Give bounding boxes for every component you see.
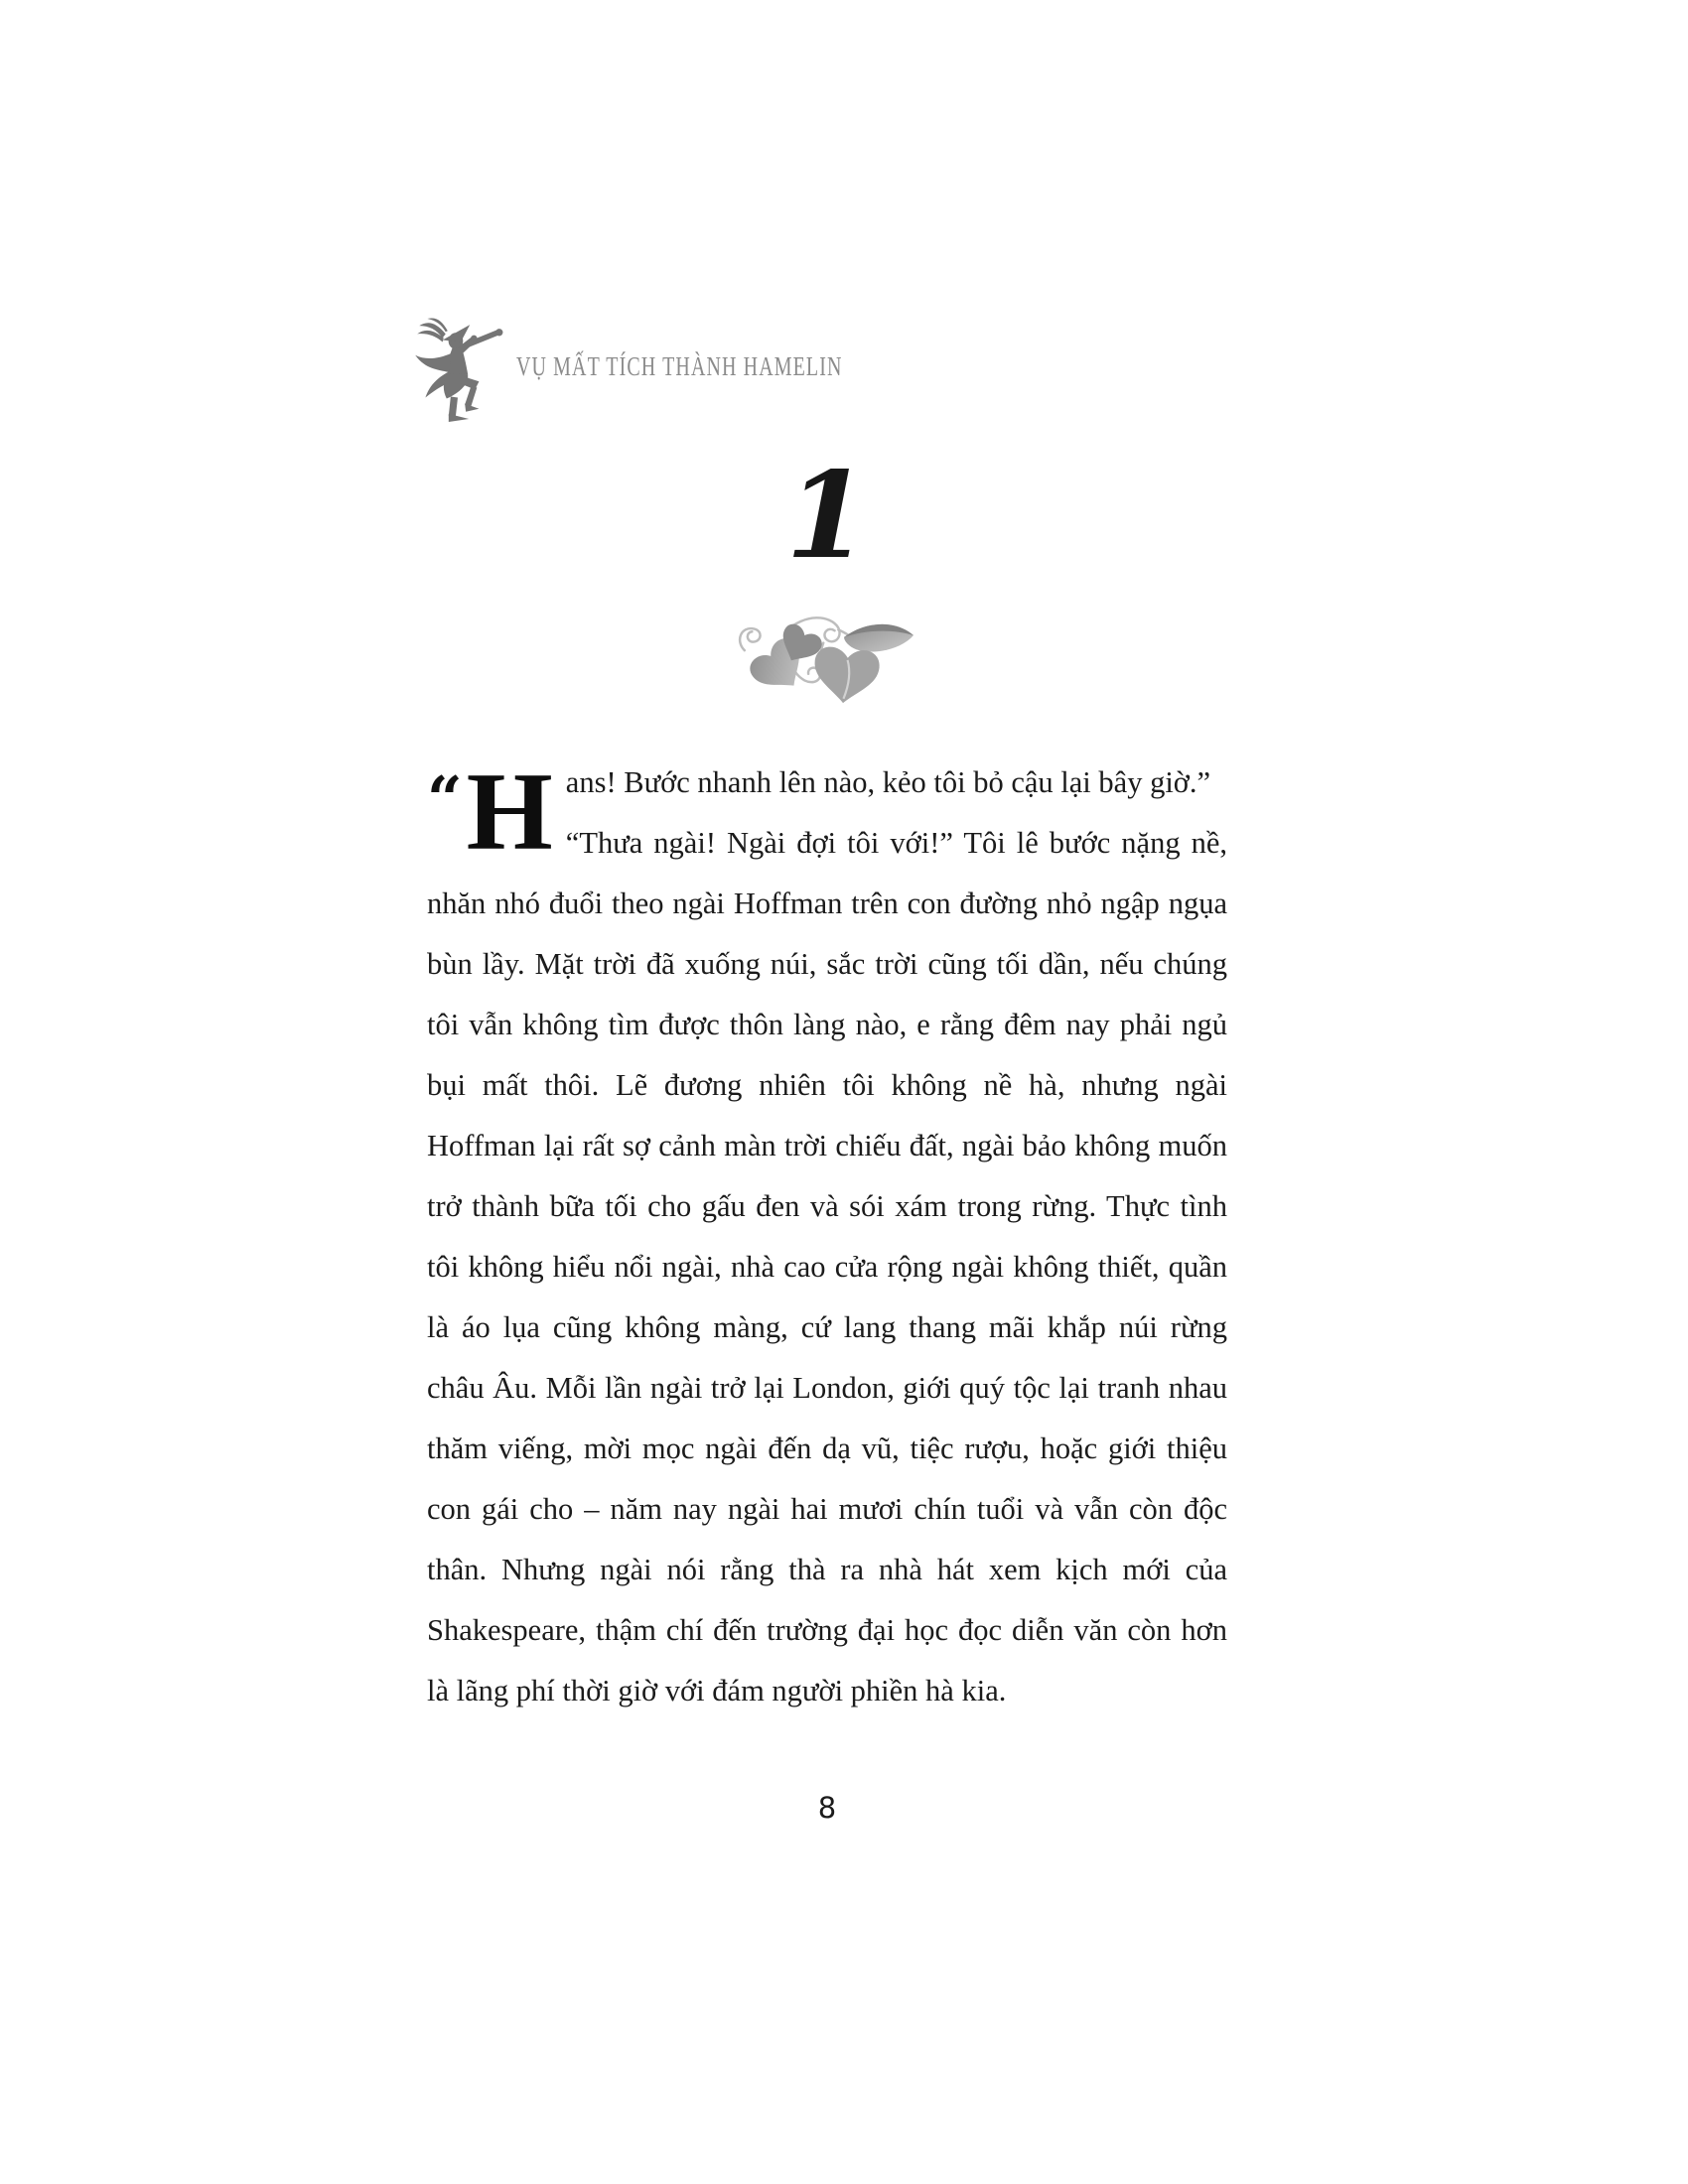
opening-quote-mark: “	[427, 762, 463, 835]
paragraph-main: “Thưa ngài! Ngài đợi tôi với!” Tôi lê bước nặng nề, nhăn nhó đuổi theo ngài Hoffman trên con đường nhỏ ngập ngụa bùn lầy. Mặt trời đã xuống núi, sắc trời cũng tối dần, nếu chúng tôi vẫn không tìm được thôn làng nào, e rằng đêm nay phải ngủ bụi mất thôi. Lẽ đương nhiên tôi không nề hà, nhưng ngài Hoffman lại rất sợ cảnh màn trời chiếu đất, ngài bảo không muốn trở thành bữa tối cho gấu đen và sói xám trong rừng. Thực tình tôi không hiểu nổi ngài, nhà cao cửa rộng ngài không thiết, quần là áo lụa cũng không màng, cứ lang thang mãi khắp núi rừng châu Âu. Mỗi lần ngài trở lại London, giới quý tộc lại tranh nhau thăm viếng, mời mọc ngài đến dạ vũ, tiệc rượu, hoặc giới thiệu con gái cho – năm nay ngài hai mươi chín tuổi và vẫn còn độc thân. Nhưng ngài nói rằng thà ra nhà hát xem kịch mới của Shakespeare, thậm chí đến trường đại học đọc diễn văn còn hơn là lãng phí thời giờ với đám người phiền hà kia.	[427, 826, 1227, 1707]
body-text	[427, 752, 1227, 1721]
leaf-ornament-icon	[427, 602, 1227, 705]
piper-icon	[409, 317, 506, 422]
page-number: 8	[817, 1791, 837, 1825]
running-title: VỤ MẤT TÍCH THÀNH HAMELIN	[516, 350, 843, 381]
chapter-header	[409, 316, 957, 423]
paragraph-opening: ans! Bước nhanh lên nào, kẻo tôi bỏ cậu lại bây giờ.”	[565, 765, 1211, 799]
chapter-number: 1	[785, 446, 869, 586]
drop-cap: H	[466, 751, 553, 874]
